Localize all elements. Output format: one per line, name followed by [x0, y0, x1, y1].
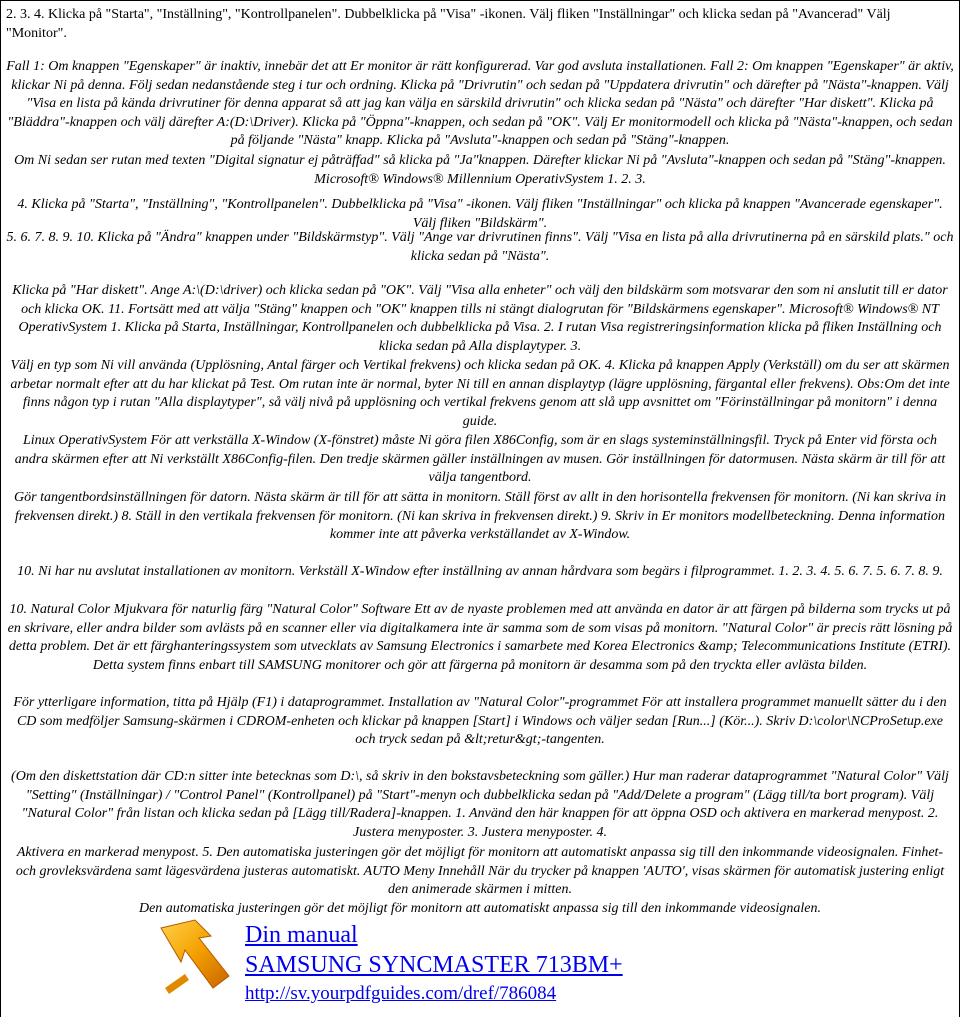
paragraph-12: För ytterligare information, titta på Hjälp (F1) i dataprogrammet. Installation av "Natural Color"-programmet För att installera programmet manuellt sätter du i den CD som medföljer Samsung-skärmen i CDROM-enheten och klickar på knappen [Start] i Windows och väljer sedan [Run...] (Kör...). Skriv D:\color\NCProSetup.exe och tryck sedan på &lt;retur&gt;-tangenten.: [13, 695, 947, 748]
manual-arrow-icon: [155, 918, 233, 1000]
paragraph-10: 10. Ni har nu avslutat installationen av monitorn. Verkställ X-Window efter inställning av annan hårdvara som begärs i filprogrammet. 1. 2. 3. 4. 5. 6. 7. 5. 6. 7. 8. 9.: [17, 564, 943, 579]
paragraph-13: (Om den diskettstation där CD:n sitter inte betecknas som D:\, så skriv in den bokstavsbeteckning som gäller.) Hur man raderar dataprogrammet "Natural Color" Välj "Setting" (Inställningar) / "Control Panel" (Kontrollpanel) på "Start"-menyn och dubbelklicka sedan på "Add/Delete a program" (Lägg till/ta bort program). Välj "Natural Color" från listan och klicka sedan på [Lägg till/Radera]-knappen. 1. Använd den här knappen för att öppna OSD och aktivera en markerad menypost. 2. Justera menyposter. 3. Justera menyposter. 4.: [11, 769, 949, 840]
paragraph-15: Den automatiska justeringen gör det möjligt för monitorn att automatiskt anpassa sig till den inkommande videosignalen.: [138, 901, 822, 916]
paragraph-9: Gör tangentbordsinställningen för datorn. Nästa skärm är till för att sätta in monitorn. Ställ först av allt in den horisontella frekvensen för monitorn. (Ni kan skriva in frekvensen direkt.) 8. Ställ in den vertikala frekvensen för monitorn. (Ni kan skriva in frekvensen direkt.) 9. Skriv in Er monitors modellbeteckning. Denna information kommer inte att påverka verkställandet av X-Window.: [14, 490, 946, 543]
din-manual-link[interactable]: Din manual: [245, 922, 358, 948]
paragraph-1: 2. 3. 4. Klicka på "Starta", "Inställning", "Kontrollpanelen". Dubbelklicka på "Visa" -ikonen. Välj fliken "Inställningar" och klicka sedan på "Avancerad" Välj "Monitor".: [6, 7, 891, 41]
paragraph-7: Välj en typ som Ni vill använda (Upplösning, Antal färger och Vertikal frekvens) och klicka sedan på OK. 4. Klicka på knappen Apply (Verkställ) om du ser att skärmen arbetar normalt efter att du har klickat på Test. Om rutan inte är normal, byter Ni till en annan displaytyp (lägre upplösning, färgantal eller frekvens). Obs:Om det inte finns någon typ i rutan "Alla displaytyper", så välj nivå på upplösning och vertikal frekvens genom att slå upp avsnittet om "Förinställningar på monitorn" i denna guide.: [10, 358, 950, 429]
paragraph-8: Linux OperativSystem För att verkställa X-Window (X-fönstret) måste Ni göra filen X86Config, som är en slags systeminställningsfil. Tryck på Enter vid första och andra skärmen efter att Ni verkställt X86Config-filen. Den tredje skärmen gäller inställningen av musen. Gör inställningen för datormusen. Nästa skärm är till för att välja tangentbord.: [14, 433, 946, 486]
paragraph-11: 10. Natural Color Mjukvara för naturlig färg "Natural Color" Software Ett av de nyaste problemen med att använda en dator är att färgen på bilderna som trycks ut på en skrivare, eller andra bilder som avlästs på en scanner eller via digitalkamera inte är samma som de som visas på monitorn. "Natural Color" är precis rätt lösning på detta problem. Det är ett färghanteringssystem som utvecklats av Samsung Electronics i samarbete med Korea Electronics &amp; Telecommunications Institute (ETRI). Detta system finns enbart till SAMSUNG monitorer och gör att färgerna på monitorn är desamma som på den tryckta eller avlästa bilden.: [7, 602, 953, 673]
footer-links: [245, 920, 623, 1008]
url-link[interactable]: http://sv.yourpdfguides.com/dref/786084: [245, 983, 557, 1004]
page-border-top: [0, 0, 960, 1]
paragraph-4: 4. Klicka på "Starta", "Inställning", "Kontrollpanelen". Dubbelklicka på "Visa" -ikonen. Välj fliken "Inställningar" och klicka på knappen "Avancerade egenskaper". Välj fliken "Bildskärm".: [17, 197, 943, 231]
paragraph-3: Om Ni sedan ser rutan med texten "Digital signatur ej påträffad" så klicka på "Ja"knappen. Därefter klickar Ni på "Avsluta"-knappen och sedan på "Stäng"-knappen. Microsoft® Windows® Millennium OperativSystem 1. 2. 3.: [14, 153, 946, 187]
page-border-left: [0, 0, 1, 1017]
paragraph-2: Fall 1: Om knappen "Egenskaper" är inaktiv, innebär det att Er monitor är rätt konfigurerad. Var god avsluta installationen. Fall 2: Om knappen "Egenskaper" är aktiv, klickar Ni på denna. Följ sedan nedanstående steg i tur och ordning. Klicka på "Drivrutin" och sedan på "Uppdatera drivrutin" och därefter på "Nästa"-knappen. Välj "Visa en lista på kända drivrutiner för denna apparat så att jag kan välja en särskild drivrutin" och klicka sedan på "Nästa" och därefter "Har diskett". Klicka på "Bläddra"-knappen och välj därefter A:(D:\Driver). Klicka på "Öppna"-knappen, och sedan på "OK". Välj Er monitormodell och klicka på "Nästa"-knappen, och sedan på följande "Nästa" knapp. Klicka på "Avsluta"-knappen och sedan på "Stäng"-knappen.: [6, 59, 954, 149]
paragraph-14: Aktivera en markerad menypost. 5. Den automatiska justeringen gör det möjligt för monitorn att automatiskt anpassa sig till den inkommande videosignalen. Finhet- och grovleksvärdena samt lägesvärdena justeras automatiskt. AUTO Meny Innehåll När du trycker på knappen 'AUTO', visas skärmen för automatisk justering enligt den animerade skärmen i mitten.: [15, 845, 945, 898]
product-link[interactable]: SAMSUNG SYNCMASTER 713BM+: [245, 952, 623, 978]
paragraph-6: Klicka på "Har diskett". Ange A:\(D:\driver) och klicka sedan på "OK". Välj "Visa alla enheter" och välj den bildskärm som motsvarar den som ni anslutit till er dator och klicka OK. 11. Fortsätt med att välja "Stäng" knappen och "OK" knappen tills ni stängt dialogrutan för "Bildskärmens egenskaper". Microsoft® Windows® NT OperativSystem 1. Klicka på Starta, Inställningar, Kontrollpanelen och dubbelklicka på Visa. 2. I rutan Visa registreringsinformation klicka på fliken Inställning och klicka sedan på Alla displaytyper. 3.: [12, 283, 948, 354]
paragraph-5: 5. 6. 7. 8. 9. 10. Klicka på "Ändra" knappen under "Bildskärmstyp". Välj "Ange var drivrutinen finns". Välj "Visa en lista på alla drivrutinerna på en särskild plats." och klicka sedan på "Nästa".: [6, 230, 954, 264]
